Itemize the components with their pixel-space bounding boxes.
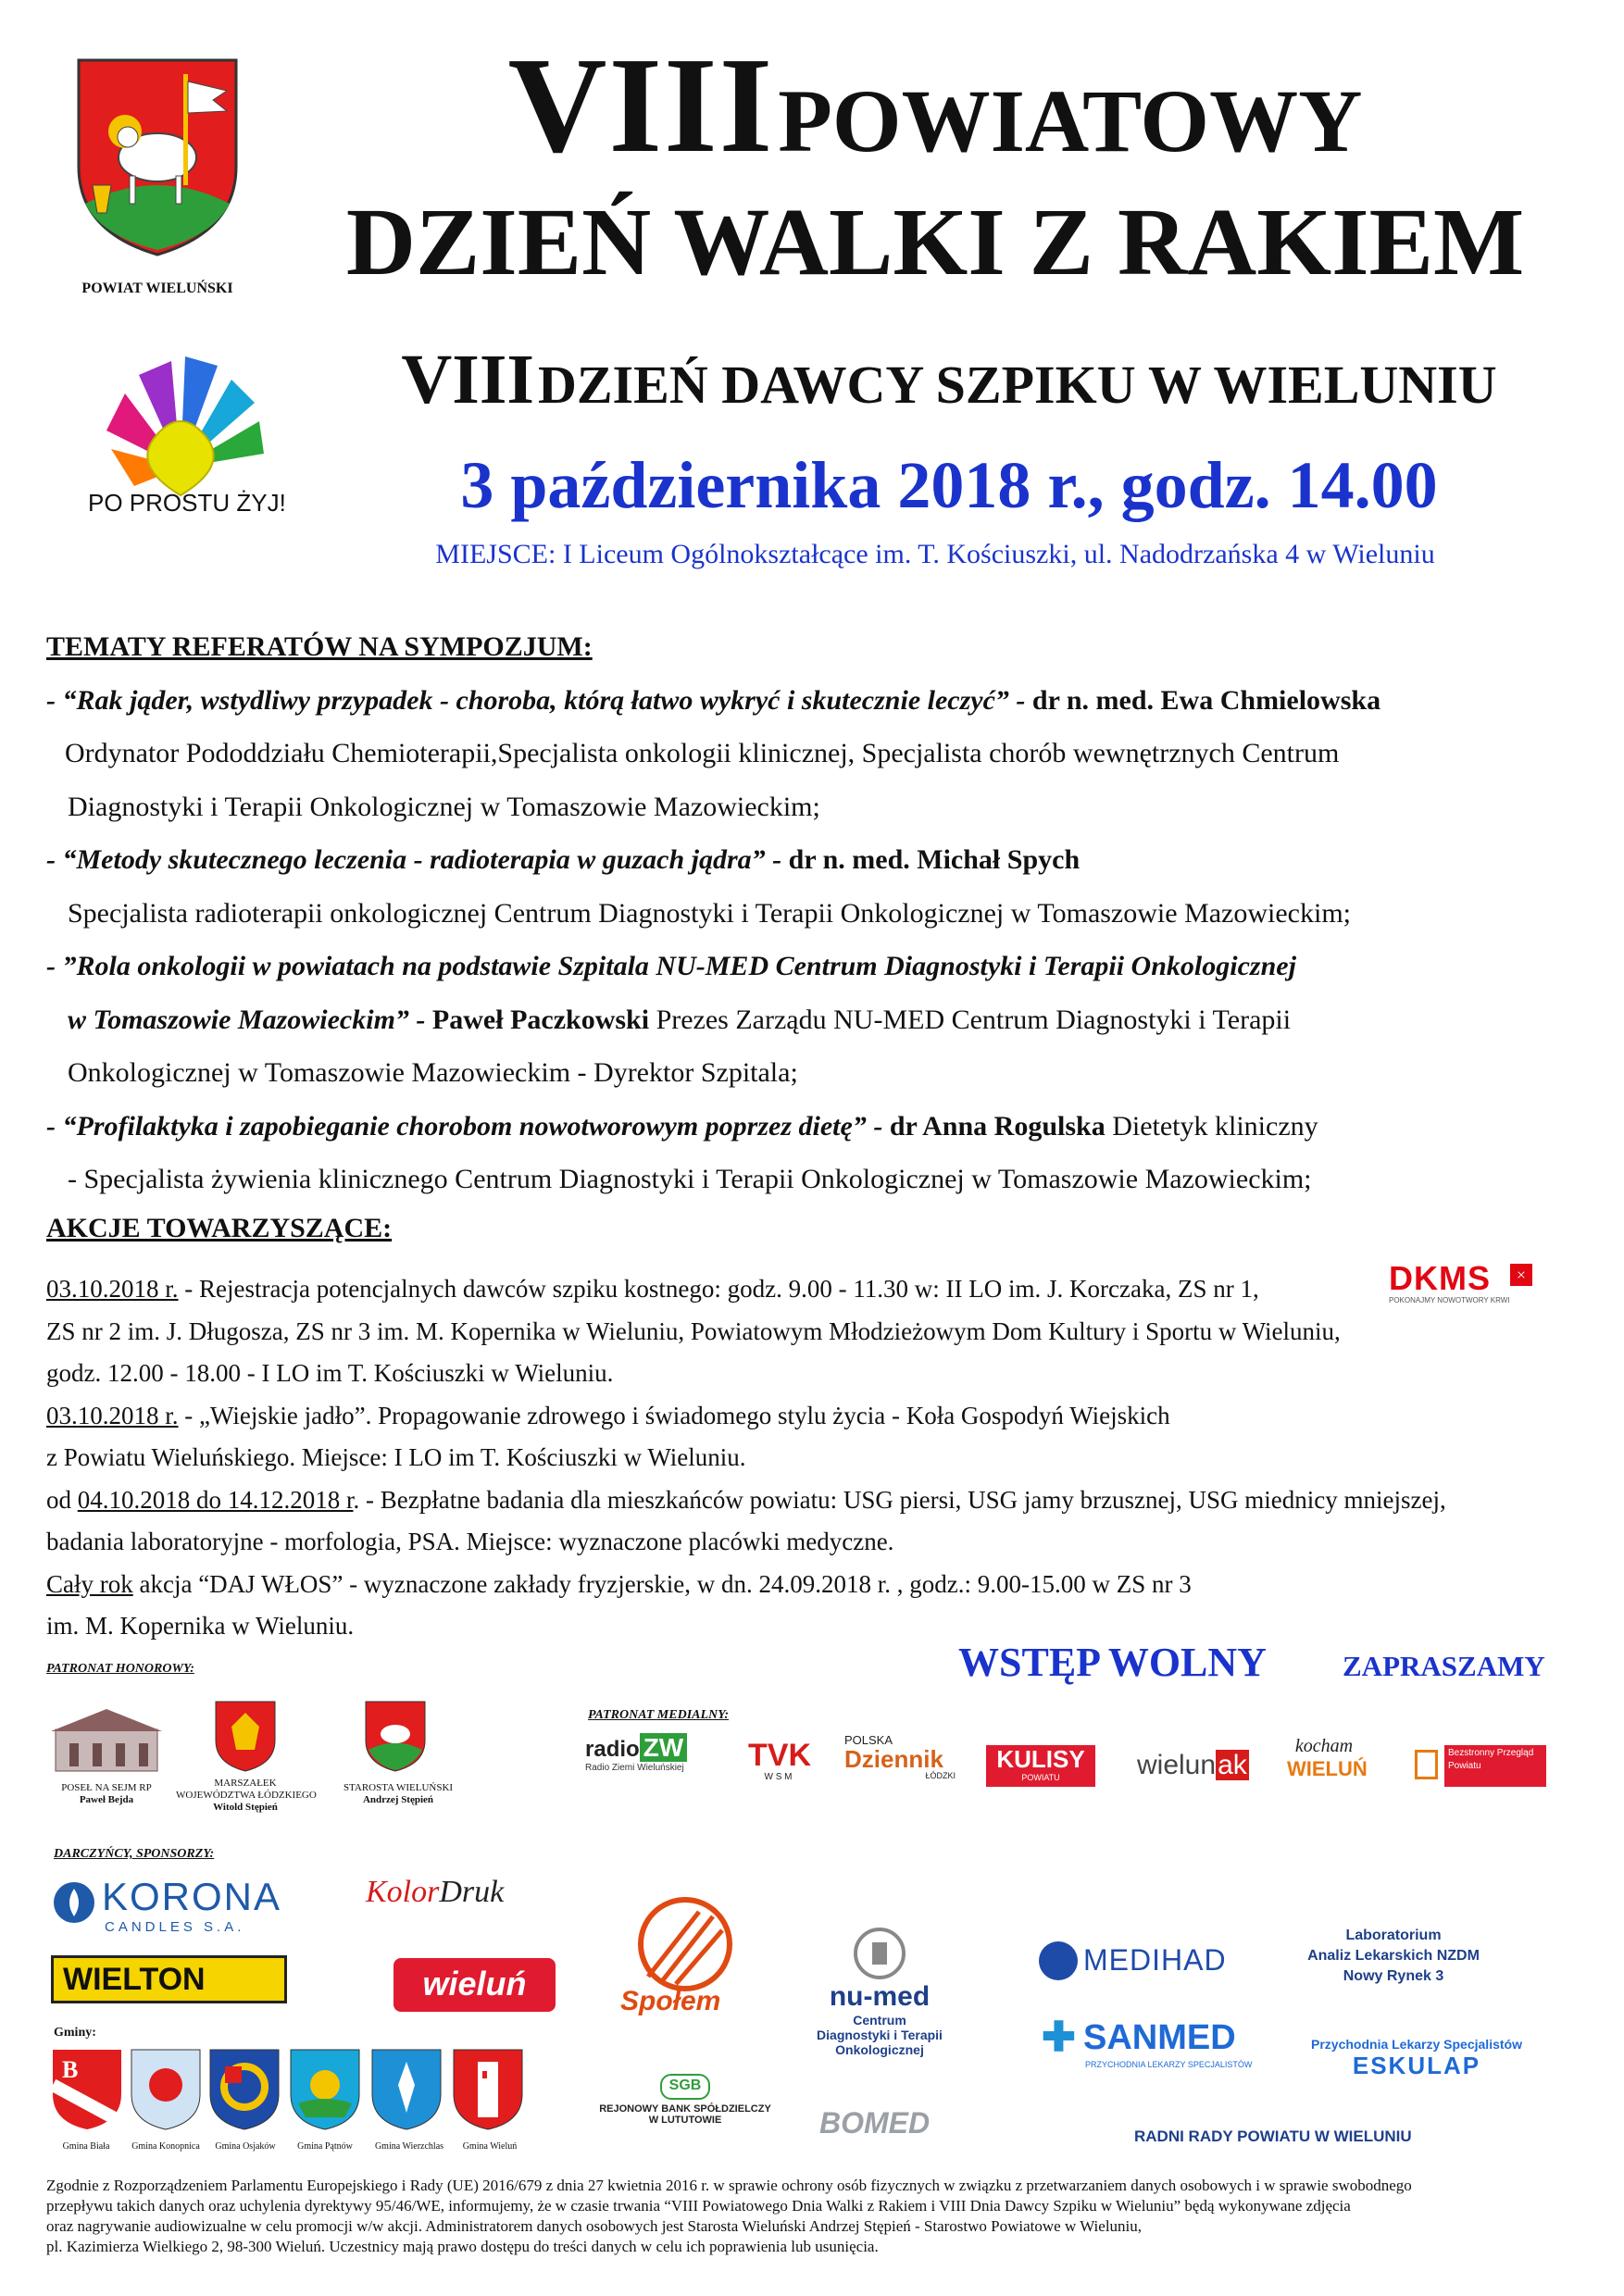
wielun-brand-logo: wieluń — [394, 1958, 556, 2012]
event-place: MIEJSCE: I Liceum Ogólnokształcące im. T. Kościuszki, ul. Nadodrzańska 4 w Wieluniu — [435, 539, 1435, 569]
topics-heading: TEMATY REFERATÓW NA SYMPOZJUM: — [46, 631, 593, 662]
starosta-crest-icon — [363, 1699, 428, 1773]
wieluniak-logo: wielunak — [1137, 1750, 1247, 1780]
topic-3-line-2: w Tomaszowie Mazowieckim” - Paweł Paczkowski Prezes Zarządu NU-MED Centrum Diagnostyki i Terapii — [68, 1004, 1292, 1035]
action-4: Cały rok akcja “DAJ WŁOS” - wyznaczone zakłady fryzjerskie, w dn. 24.09.2018 r. , godz.: 9.00-15.00 w ZS nr 3 — [46, 1569, 1192, 1598]
sanmed-cross-icon: ✚ — [1042, 2015, 1076, 2060]
wielton-logo: WIELTON — [51, 1955, 287, 2003]
powiat-coat-of-arms — [74, 56, 241, 259]
action-2: 03.10.2018 r. - „Wiejskie jadło”. Propagowanie zdrowego i świadomego stylu życia - Koła Gospodyń Wiejskich — [46, 1401, 1170, 1429]
medihad-logo: MEDIHAD — [1039, 1940, 1243, 1986]
topic-4-desc: - Specjalista żywienia klinicznego Centrum Diagnostyki i Terapii Onkologicznej w Tomaszowie Mazowieckim; — [68, 1164, 1312, 1194]
bomed-logo: BOMED — [819, 2106, 931, 2140]
title-line-2: DZIEŃ WALKI Z RAKIEM — [345, 189, 1525, 295]
stowarzyszenie-name: PO PROSTU ŻYJ! — [88, 489, 286, 517]
action-2-line-2: z Powiatu Wieluńskiego. Miejsce: I LO im T. Kościuszki w Wieluniu. — [46, 1443, 746, 1471]
title-viii: VIII — [507, 30, 775, 181]
sgb-logo: SGB REJONOWY BANK SPÓŁDZIELCZY W LUTUTOWIE — [593, 2074, 778, 2139]
dkms-name: DKMS — [1389, 1259, 1491, 1297]
marszalek-crest-icon — [213, 1699, 278, 1773]
korona-logo: KORONA CANDLES S.A. — [51, 1875, 292, 1940]
dkms-x-icon: × — [1510, 1264, 1532, 1286]
action-4-line-2: im. M. Kopernika w Wieluniu. — [46, 1612, 355, 1640]
title-line-1 — [319, 30, 1551, 181]
gmina-label-4: Gmina Pątnów — [297, 2141, 353, 2152]
svg-text:B: B — [62, 2056, 79, 2083]
medihad-icon — [1039, 1941, 1078, 1980]
dkms-logo — [1389, 1261, 1532, 1307]
subtitle-line — [352, 341, 1546, 418]
title-powiatowy: POWIATOWY — [778, 71, 1363, 170]
sejm-building-icon — [51, 1702, 162, 1776]
radio-zw-logo: radio ZW Radio Ziemi Wieluńskiej — [585, 1733, 715, 1789]
radni-text: RADNI RADY POWIATU W WIELUNIU — [1134, 2128, 1412, 2145]
action-3: od 04.10.2018 do 14.12.2018 r. - Bezpłatne badania dla mieszkańców powiatu: USG piersi, USG jamy brzusznej, USG miednicy mniejszej, — [46, 1485, 1446, 1514]
dkms-tagline: POKONAJMY NOWOTWORY KRWI — [1389, 1296, 1510, 1304]
gmina-label-2: Gmina Konopnica — [131, 2141, 200, 2152]
gmina-wielun-crest-icon — [452, 2048, 524, 2131]
patron-3: STAROSTA WIELUŃSKI Andrzej Stępień — [343, 1782, 454, 1805]
subtitle-viii: VIII — [401, 341, 534, 418]
powiat-label: POWIAT WIELUŃSKI — [81, 281, 233, 296]
footer-line-3: oraz nagrywanie audiowizualne w celu promocji w/w akcji. Administratorem danych osobowych jest Starosta Wieluński Andrzej Stępień - Starostwo Powiatowe w Wieluniu, — [46, 2217, 1143, 2235]
gmina-wierzchlas-crest-icon — [370, 2048, 443, 2131]
patron-2: MARSZAŁEK WOJEWÓDZTWA ŁÓDZKIEGO Witold Stępień — [176, 1778, 317, 1813]
footer-line-4: pl. Kazimierza Wielkiego 2, 98-300 Wieluń. Uczestnicy mają prawo dostępu do treści danych w celu ich poprawienia lub usunięcia. — [46, 2238, 879, 2255]
bpp-icon — [1415, 1750, 1438, 1779]
kulisy-logo: KULISY POWIATU — [986, 1745, 1095, 1787]
topic-3-desc: Onkologicznej w Tomaszowie Mazowieckim - Dyrektor Szpitala; — [68, 1057, 798, 1088]
gmina-biala-crest-icon — [51, 2048, 123, 2131]
gmina-osjakow-crest-icon — [208, 2048, 281, 2131]
gmina-label-1: Gmina Biała — [62, 2141, 110, 2152]
action-1: 03.10.2018 r. - Rejestracja potencjalnych dawców szpiku kostnego: godz. 9.00 - 11.30 w: II LO im. J. Korczaka, ZS nr 1, — [46, 1275, 1259, 1303]
tvk-logo: TVK W S M — [748, 1738, 811, 1782]
topic-3: - ”Rola onkologii w powiatach na podstawie Szpitala NU-MED Centrum Diagnostyki i Terapii Onkologicznej — [46, 951, 1296, 981]
patron-1: POSEŁ NA SEJM RP Paweł Bejda — [61, 1782, 152, 1805]
topics-section — [46, 620, 1602, 1206]
gdpr-footer — [46, 2176, 1593, 2257]
action-3-line-2: badania laboratoryjne - morfologia, PSA. Miejsce: wyznaczone placówki medyczne. — [46, 1528, 894, 1555]
action-1-line-2: ZS nr 2 im. J. Długosza, ZS nr 3 im. M. Kopernika w Wieluniu, Powiatowym Młodzieżowym Dom Kultury i Sportu w Wieluniu, — [46, 1316, 1341, 1345]
subtitle-rest: DZIEŃ DAWCY SZPIKU W WIELUNIU — [537, 355, 1497, 415]
sanmed-logo: ✚ SANMED PRZYCHODNIA LEKARZY SPECJALISTÓW — [1042, 2015, 1253, 2069]
actions-section — [46, 1268, 1611, 1648]
topic-1-desc: Ordynator Pododdziału Chemioterapii,Specjalista onkologii klinicznej, Specjalista chorób wewnętrznych Centrum — [65, 738, 1340, 768]
event-date: 3 października 2018 r., godz. 14.00 — [460, 448, 1438, 522]
kocham-wielun-logo: kocham WIELUŃ — [1287, 1736, 1368, 1780]
invitation: ZAPRASZAMY — [1343, 1650, 1545, 1682]
dziennik-lodzki-logo: POLSKA Dziennik ŁÓDZKI — [844, 1733, 956, 1780]
footer-line-1: Zgodnie z Rozporządzeniem Parlamentu Europejskiego i Rady (UE) 2016/679 z dnia 27 kwietnia 2016 r. w sprawie ochrony osób fizycznych w związku z przetwarzaniem danych osobowych i w sprawie swobodnego — [46, 2177, 1412, 2194]
numed-logo: nu-med Centrum Diagnostyki i Terapii Onkologicznej — [806, 1926, 954, 2074]
spolem-logo: Społem — [611, 1893, 741, 2023]
kolor-druk-logo: KolorDruk — [366, 1875, 505, 1909]
gmina-label-3: Gmina Osjaków — [215, 2141, 276, 2152]
free-entry: WSTĘP WOLNY — [958, 1640, 1267, 1685]
gmina-konopnica-crest-icon — [130, 2048, 202, 2131]
actions-heading-wrap — [46, 1213, 392, 1244]
topic-1-desc-2: Diagnostyki i Terapii Onkologicznej w Tomaszowie Mazowieckim; — [68, 791, 820, 822]
gmina-label-5: Gmina Wierzchlas — [374, 2141, 444, 2152]
patronat-medialny-label: PATRONAT MEDIALNY: — [588, 1708, 730, 1722]
sponsors-label: DARCZYŃCY, SPONSORZY: — [54, 1847, 215, 1861]
gminy-row — [46, 2048, 565, 2159]
footer-line-2: przepływu takich danych oraz uchylenia dyrektywy 95/46/WE, informujemy, że w czasie trwania “VIII Powiatowego Dnia Walki z Rakiem i VIII Dnia Dawcy Szpiku w Wieluniu” będą wykonywane zdjęcia — [46, 2197, 1351, 2215]
topic-4: - “Profilaktyka i zapobieganie chorobom nowotworowym poprzez dietę” - dr Anna Rogulska Dietetyk kliniczny — [46, 1110, 1318, 1142]
topic-2-desc: Specjalista radioterapii onkologicznej Centrum Diagnostyki i Terapii Onkologicznej w Tomaszowie Mazowieckim; — [68, 897, 1352, 929]
gmina-label-6: Gmina Wieluń — [462, 2141, 518, 2152]
bezstronny-przeglad-logo: Bezstronny Przegląd Powiatu — [1415, 1745, 1549, 1787]
eskulap-logo: Przychodnia Lekarzy Specjalistów ESKULAP — [1311, 2037, 1522, 2079]
action-1-line-3: godz. 12.00 - 18.00 - I LO im T. Kościuszki w Wieluniu. — [46, 1359, 614, 1387]
gmina-patnow-crest-icon — [289, 2048, 361, 2131]
actions-heading: AKCJE TOWARZYSZĄCE: — [46, 1213, 393, 1243]
gminy-label: Gminy: — [54, 2026, 96, 2040]
patronat-honorowy-label: PATRONAT HONOROWY: — [46, 1662, 194, 1676]
topic-1: - “Rak jąder, wstydliwy przypadek - choroba, którą łatwo wykryć i skutecznie leczyć” - dr n. med. Ewa Chmielowska — [46, 684, 1381, 716]
topic-2: - “Metody skutecznego leczenia - radioterapia w guzach jądra” - dr n. med. Michał Spych — [46, 844, 1081, 875]
laboratorium-block: Laboratorium Analiz Lekarskich NZDM Nowy Rynek 3 — [1307, 1928, 1480, 1984]
